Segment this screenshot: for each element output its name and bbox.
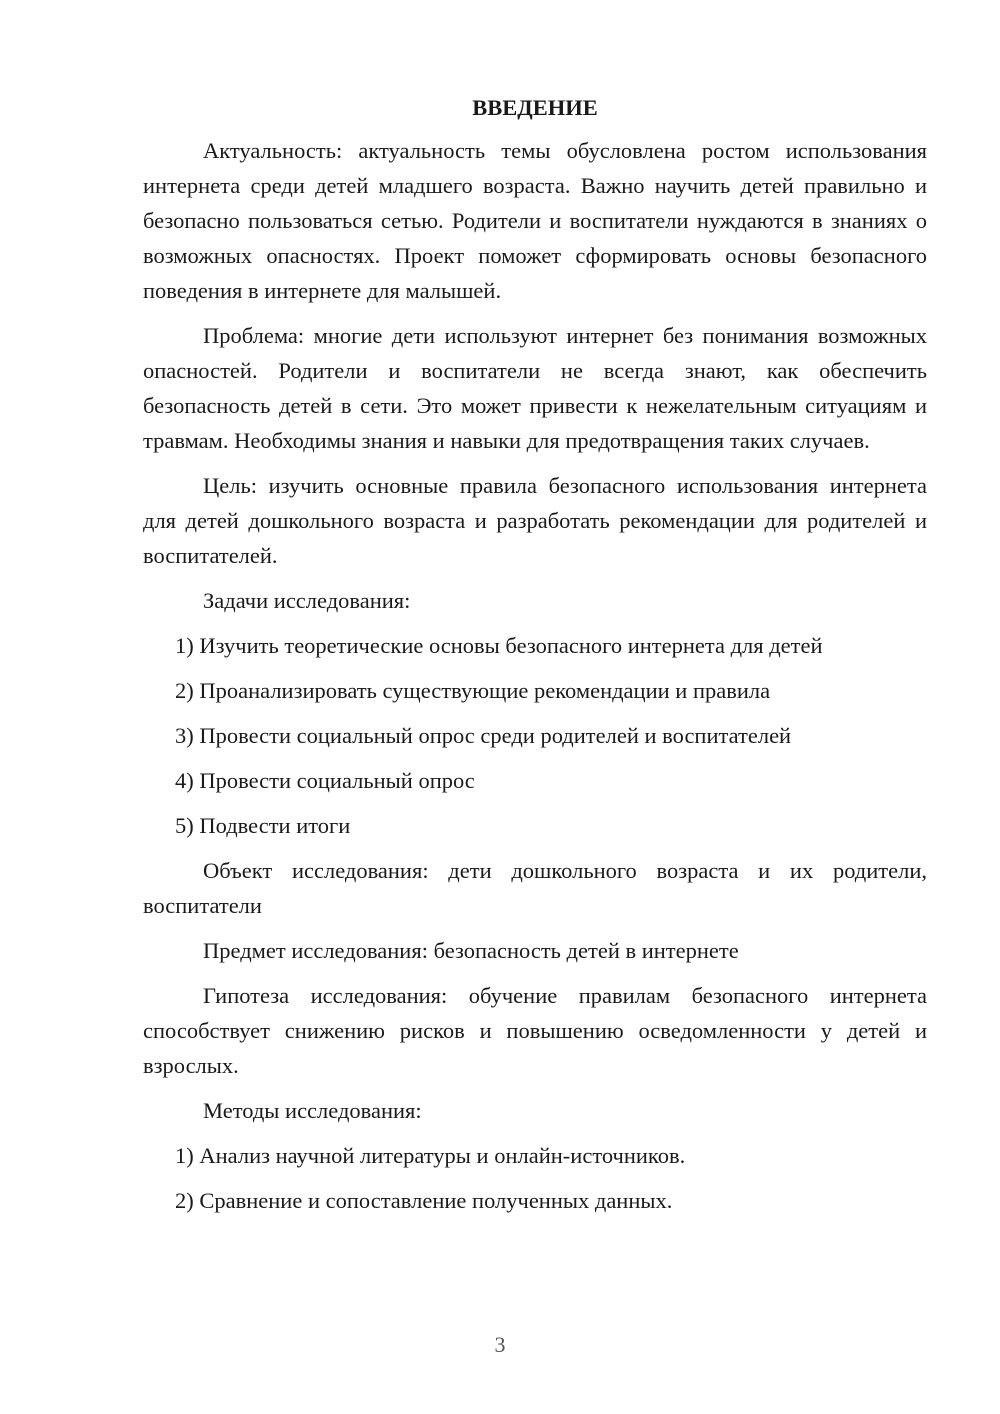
relevance-paragraph: Актуальность: актуальность темы обусловлена ростом использования интернета среди детей младшего возраста. Важно научить детей правильно и безопасно пользоваться сетью. Родители и воспитатели нуждаются в знаниях о возможных опасностях. Проект поможет сформировать основы безопасного поведения в интернете для малышей.: [143, 138, 927, 303]
problem-paragraph: Проблема: многие дети используют интернет без понимания возможных опасностей. Родители и воспитатели не всегда знают, как обеспечить безопасность детей в сети. Это может привести к нежелательным ситуациям и травмам. Необходимы знания и навыки для предотвращения таких случаев.: [143, 323, 927, 453]
methods-list: [143, 1138, 927, 1218]
object-paragraph: Объект исследования: дети дошкольного возраста и их родители, воспитатели: [143, 858, 927, 918]
list-item: 1) Изучить теоретические основы безопасного интернета для детей: [175, 633, 823, 658]
tasks-list: [143, 628, 927, 843]
list-item: 2) Сравнение и сопоставление полученных данных.: [175, 1188, 673, 1213]
goal-paragraph: Цель: изучить основные правила безопасного использования интернета для детей дошкольного возраста и разработать рекомендации для родителей и воспитателей.: [143, 473, 927, 568]
section-heading: ВВЕДЕНИЕ: [472, 95, 598, 120]
hypothesis-paragraph: Гипотеза исследования: обучение правилам безопасного интернета способствует снижению рисков и повышению осведомленности у детей и взрослых.: [143, 983, 927, 1078]
subject-paragraph: Предмет исследования: безопасность детей в интернете: [203, 938, 739, 963]
page-content: [143, 90, 927, 1228]
page-number: 3: [494, 1332, 506, 1357]
list-item: 2) Проанализировать существующие рекомендации и правила: [175, 678, 771, 703]
list-item: 4) Провести социальный опрос: [175, 768, 475, 793]
tasks-label: Задачи исследования:: [203, 588, 411, 613]
methods-label: Методы исследования:: [203, 1098, 422, 1123]
list-item: 5) Подвести итоги: [175, 813, 351, 838]
list-item: 1) Анализ научной литературы и онлайн-источников.: [175, 1143, 686, 1168]
list-item: 3) Провести социальный опрос среди родителей и воспитателей: [175, 723, 792, 748]
